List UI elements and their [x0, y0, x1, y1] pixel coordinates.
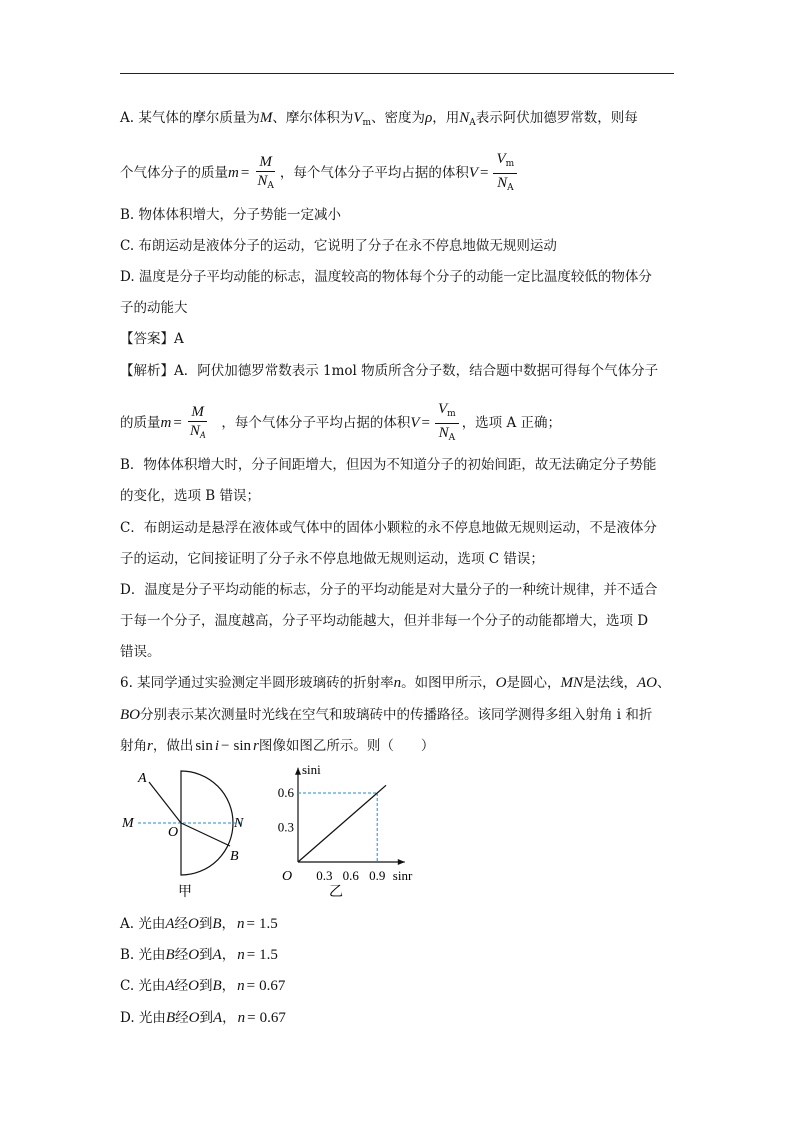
choice-p3: A: [212, 1010, 223, 1026]
ray-OB: [181, 823, 230, 846]
figure-yi-chart: [276, 762, 426, 902]
choice-val: 1.5: [259, 947, 278, 963]
choice-to: 到: [199, 947, 213, 963]
choice-a[interactable]: [120, 914, 280, 934]
analysis-line-6: 子的运动，它间接证明了分子永不停息地做无规则运动，选项 C 错误；: [120, 551, 544, 567]
analysis-line-3: B．物体体积增大时，分子间距增大，但因为不知道分子的初始间距，故无法确定分子势能: [120, 457, 657, 473]
choice-mid: 经: [174, 916, 189, 932]
var-N: N: [189, 423, 200, 439]
x-tick-label: 0.6: [342, 868, 359, 883]
choice-sep: ，: [221, 947, 236, 963]
text: 、: [657, 675, 671, 691]
option-a-line-1: [120, 108, 638, 133]
choice-val: 0.67: [259, 978, 286, 994]
choice-d[interactable]: [120, 1008, 288, 1028]
choice-p2: O: [188, 916, 199, 932]
text: ，做出: [152, 738, 194, 754]
x-axis-arrow: [398, 859, 405, 865]
question-6-line-1: [120, 673, 671, 693]
text: 是法线，: [583, 675, 638, 691]
choice-n: n: [237, 978, 245, 994]
label-O: O: [168, 825, 179, 840]
analysis-line-7: D．温度是分子平均动能的标志，分子的平均动能是对大量分子的一种统计规律，并不适合: [120, 582, 658, 598]
analysis-line-4: 的变化，选项 B 错误；: [120, 488, 261, 504]
sub-A: A: [199, 430, 206, 440]
label-B: B: [230, 849, 239, 864]
analysis-line-9: 错误。: [120, 644, 161, 660]
var-r: r: [253, 738, 259, 754]
analysis-line-5: C．布朗运动是悬浮在液体或气体中的固体小颗粒的永不停息地做无规则运动，不是液体分: [120, 520, 657, 536]
choice-p2: O: [188, 978, 199, 994]
var-BO: BO: [120, 707, 140, 723]
sin: sin: [195, 738, 213, 754]
choice-n: n: [237, 1010, 246, 1026]
caption-jia: 甲: [178, 885, 192, 900]
choice-p3: B: [212, 978, 222, 994]
text: 6. 某同学通过实验测定半圆形玻璃砖的折射率: [120, 675, 394, 691]
fraction-Vm-NA: [435, 400, 459, 447]
text: 的质量: [120, 415, 161, 431]
var-M: M: [259, 110, 273, 126]
choice-eq: =: [247, 1010, 256, 1026]
label-A: A: [138, 771, 147, 786]
var-m: m: [228, 165, 239, 181]
choice-mid: 经: [175, 1010, 189, 1026]
equals: =: [421, 415, 430, 431]
choice-p1: B: [165, 947, 175, 963]
numerator: M: [188, 403, 207, 422]
equals: =: [240, 165, 250, 181]
option-d-line-2: 子的动能大: [120, 300, 188, 316]
label-M: M: [122, 816, 134, 831]
choice-sep: ，: [221, 978, 236, 994]
var-i: i: [214, 738, 220, 754]
origin-label: O: [282, 869, 293, 884]
text: 个气体分子的质量: [120, 165, 228, 181]
question-6-line-3: [120, 736, 434, 756]
series-line-0: [298, 785, 386, 862]
y-tick-label: 0.3: [277, 819, 294, 835]
x-axis-label: sinr: [392, 868, 413, 883]
fraction-M-NA: [254, 153, 277, 195]
analysis-line-1: 【解析】A．阿伏加德罗常数表示 1mol 物质所含分子数，结合题中数据可得每个气体分子: [120, 363, 659, 379]
caption-yi: 乙: [329, 885, 343, 900]
choice-p3: A: [212, 947, 222, 963]
ray-AO: [149, 782, 181, 823]
var-N: N: [257, 172, 268, 189]
label-N: N: [234, 816, 244, 831]
y-tick-label: 0.6: [277, 785, 294, 800]
equals: =: [173, 415, 182, 431]
choice-p1: B: [165, 1010, 176, 1026]
var-n: n: [393, 675, 402, 691]
choice-val: 0.67: [259, 1010, 286, 1026]
choice-mid: 经: [174, 947, 189, 963]
answer: 【答案】A: [120, 331, 184, 347]
choice-eq: =: [246, 916, 255, 932]
text: ，用: [432, 110, 460, 126]
sub-A: A: [507, 183, 514, 193]
var-V: V: [410, 415, 420, 431]
var-N: N: [438, 425, 449, 441]
y-axis-label: sini: [302, 762, 321, 777]
var-m: m: [160, 415, 172, 431]
choice-eq: =: [246, 947, 256, 963]
choice-p2: O: [188, 1010, 200, 1026]
var-AO: AO: [637, 675, 658, 691]
question-6-line-2: [120, 705, 652, 725]
choice-to: 到: [199, 1010, 213, 1026]
choice-p1: A: [165, 978, 175, 994]
header-rule: [120, 73, 674, 74]
text: 图像如图乙所示。则（ ）: [258, 738, 435, 754]
fraction-M-NA: [187, 403, 209, 444]
x-tick-label: 0.3: [316, 868, 333, 883]
choice-n: n: [237, 916, 245, 932]
text: 是圆心，: [506, 675, 561, 691]
var-V: V: [437, 401, 448, 417]
y-axis-arrow: [295, 768, 301, 775]
choice-eq: =: [246, 978, 256, 994]
choice-pre: C. 光由: [120, 978, 166, 994]
choice-c[interactable]: [120, 976, 287, 996]
choice-p1: A: [165, 916, 175, 932]
var-r: r: [147, 738, 153, 754]
text: ，选项 A 正确；: [461, 415, 562, 431]
var-V: V: [496, 151, 506, 167]
choice-p2: O: [188, 947, 200, 963]
sub-m: m: [447, 409, 456, 419]
option-c: C. 布朗运动是液体分子的运动，它说明了分子在永不停息地做无规则运动: [120, 238, 557, 254]
choice-pre: B. 光由: [120, 947, 166, 963]
figure-jia: [118, 768, 253, 900]
choice-pre: D. 光由: [120, 1010, 166, 1026]
fraction-Vm-NA: [493, 150, 517, 197]
numerator: M: [256, 153, 275, 172]
text: 射角: [120, 738, 147, 754]
var-MN: MN: [560, 675, 584, 691]
sub-m: m: [362, 118, 372, 128]
text: ，每个气体分子平均占据的体积: [279, 165, 469, 181]
sub-A: A: [267, 180, 274, 191]
var-rho: ρ: [425, 110, 433, 126]
var-O: O: [495, 675, 507, 691]
minus: −: [221, 738, 230, 754]
text: 分别表示某次测量时光线在空气和玻璃砖中的传播路径。该同学测得多组入射角 i 和折: [140, 707, 653, 723]
sin: sin: [233, 738, 252, 754]
sub-m: m: [505, 159, 515, 169]
option-b: B. 物体体积增大，分子势能一定减小: [120, 207, 342, 223]
x-tick-label: 0.9: [369, 868, 386, 883]
choice-val: 1.5: [259, 916, 278, 932]
choice-mid: 经: [174, 978, 189, 994]
choice-sep: ，: [222, 1010, 236, 1026]
text: 、摩尔体积为: [272, 110, 354, 126]
text: ，每个气体分子平均占据的体积: [221, 415, 411, 431]
choice-b[interactable]: [120, 945, 280, 965]
analysis-line-2: [120, 400, 561, 447]
var-V: V: [353, 110, 363, 126]
choice-n: n: [237, 947, 245, 963]
choice-p3: B: [212, 916, 222, 932]
choice-sep: ，: [221, 916, 236, 932]
analysis-line-8: 于每一个分子，温度越高，分子平均动能越大，但并非每一个分子的动能都增大，选项 D: [120, 613, 649, 629]
choice-to: 到: [198, 916, 213, 932]
option-a-line-2: [120, 150, 520, 197]
text: 表示阿伏加德罗常数，则每: [475, 110, 638, 126]
option-d-line-1: D. 温度是分子平均动能的标志，温度较高的物体每个分子的动能一定比温度较低的物体分: [120, 269, 652, 285]
text: A. 某气体的摩尔质量为: [120, 110, 260, 126]
var-N: N: [459, 110, 470, 126]
choice-to: 到: [198, 978, 213, 994]
var-V: V: [468, 165, 478, 181]
var-N: N: [497, 175, 508, 191]
text: 、密度为: [371, 110, 426, 126]
text: 。如图甲所示，: [401, 675, 496, 691]
sub-A: A: [469, 118, 476, 128]
choice-pre: A. 光由: [120, 916, 166, 932]
sub-A: A: [448, 433, 456, 443]
equals: =: [480, 165, 489, 181]
